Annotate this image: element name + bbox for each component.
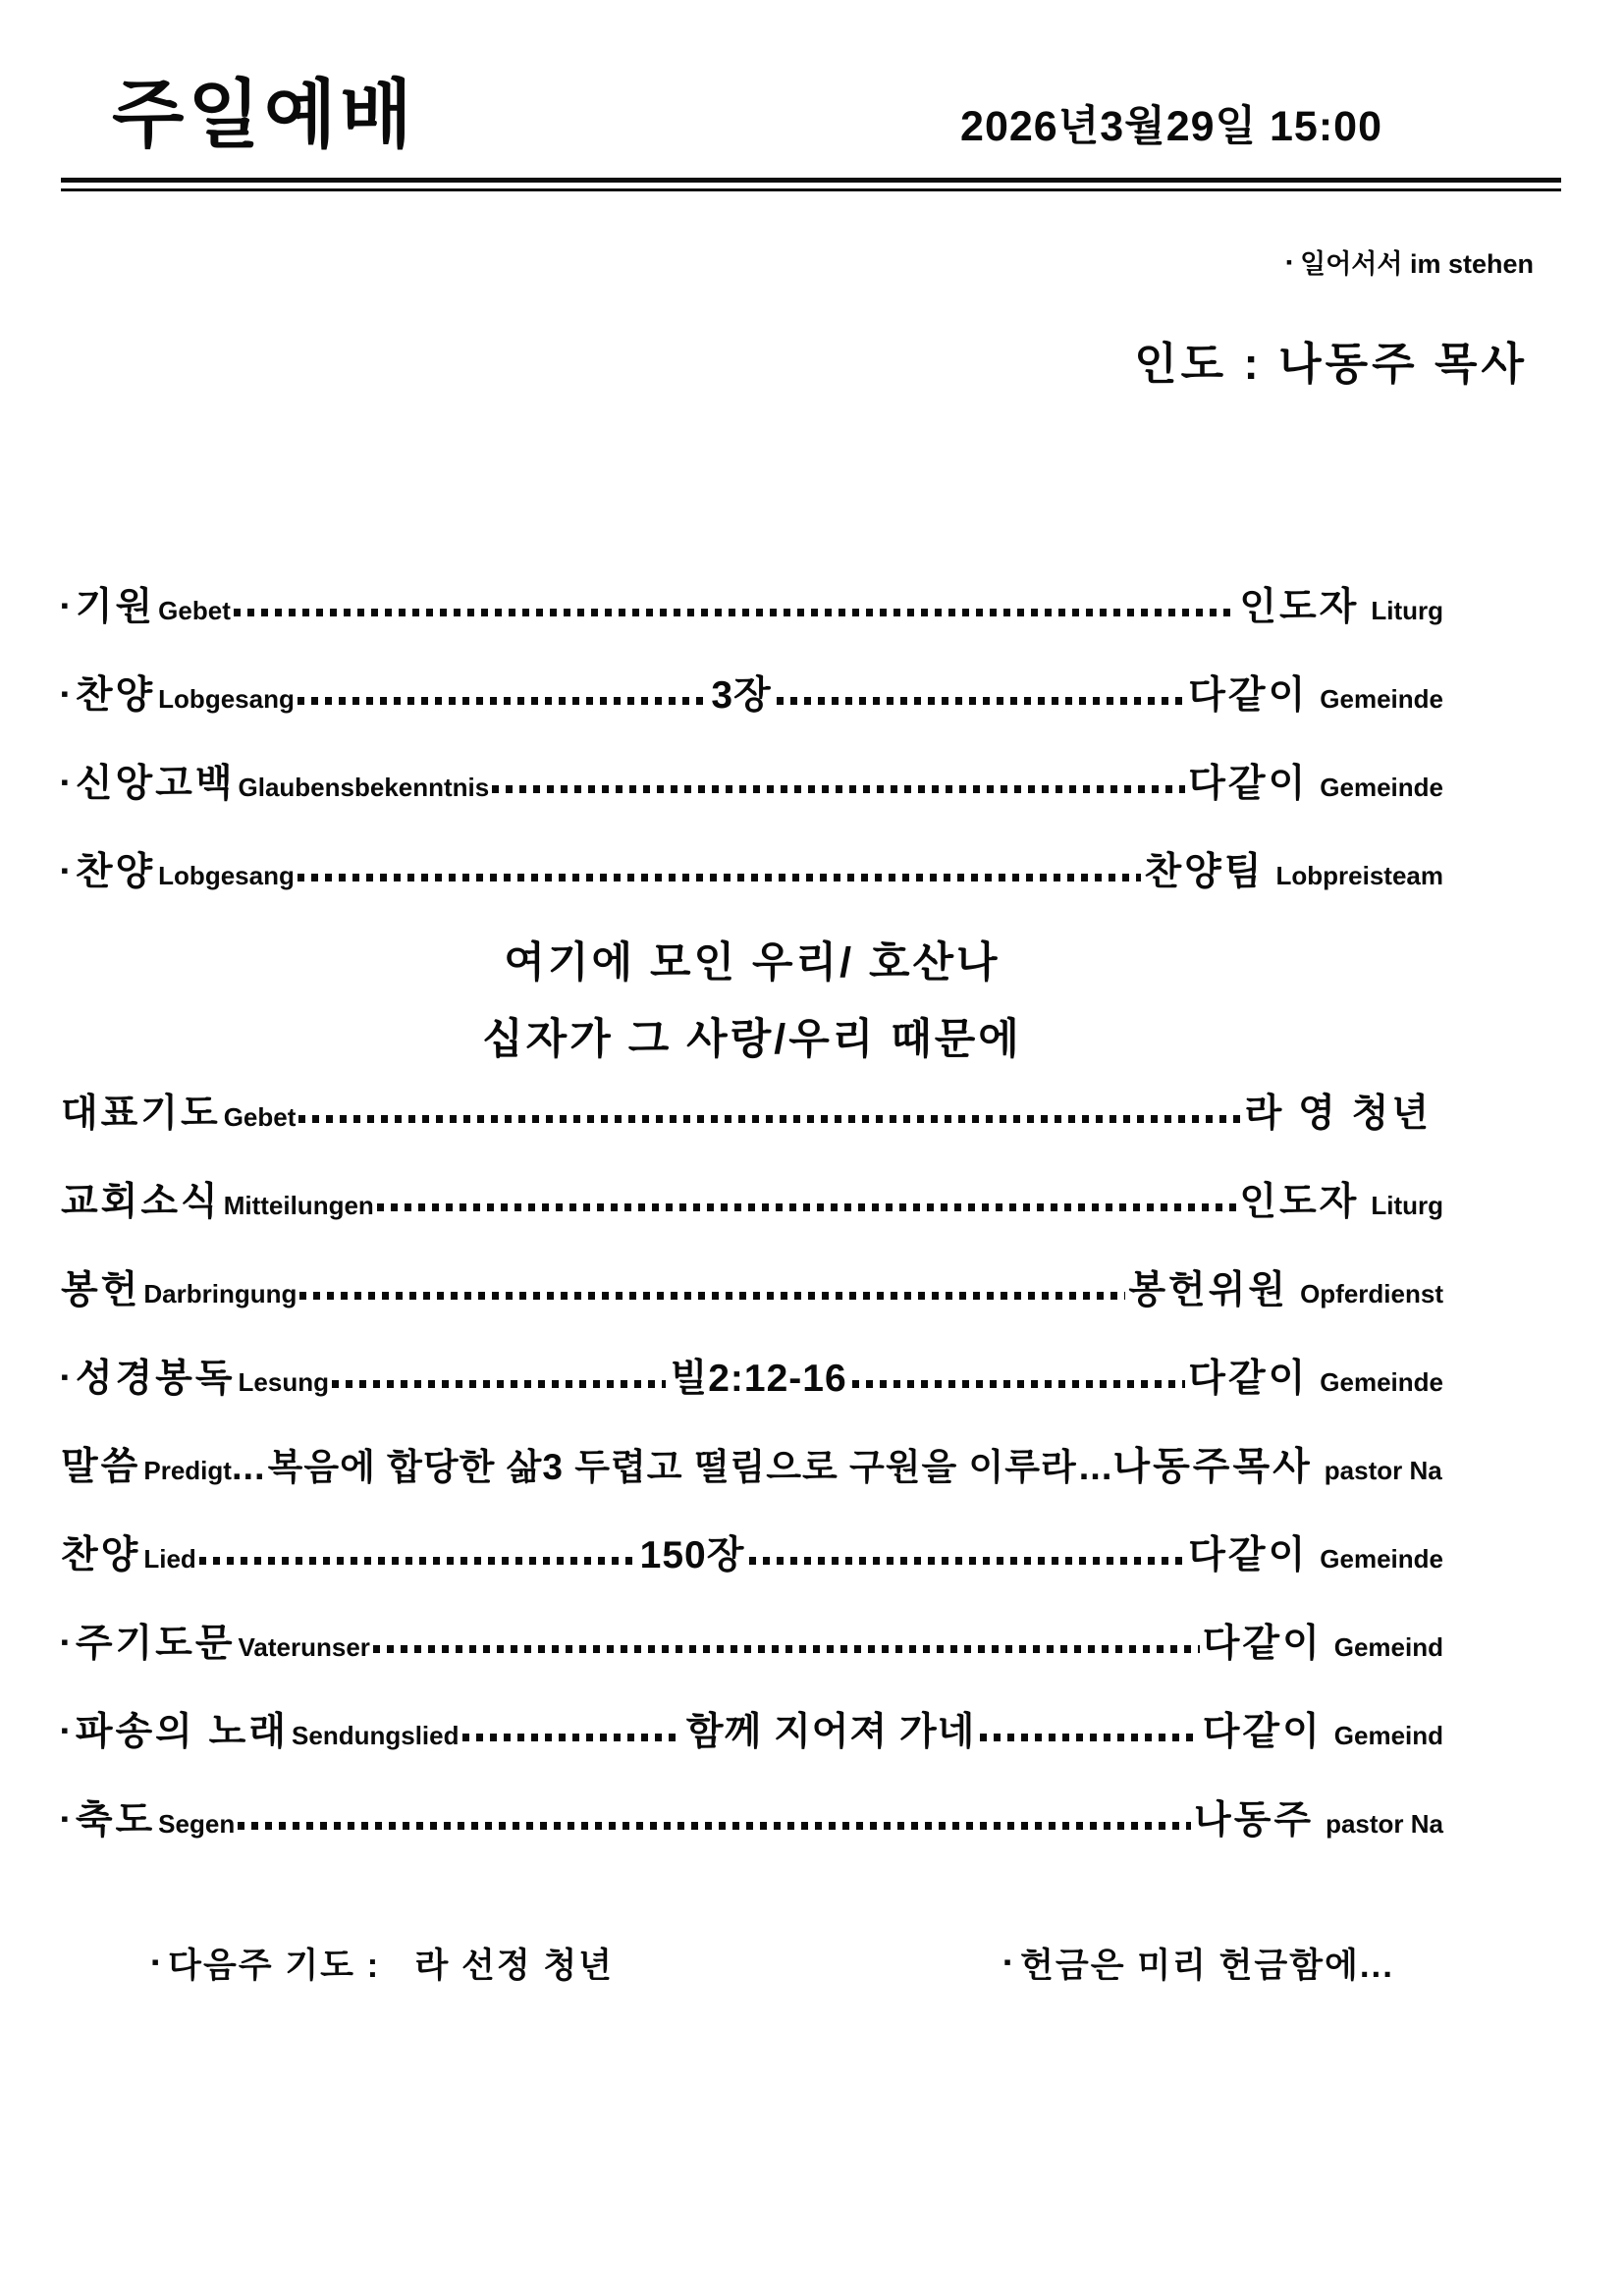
offering-note bbox=[935, 1899, 1394, 2027]
hymn-number: 3장 bbox=[711, 674, 772, 718]
row-hymn-150 bbox=[61, 1524, 1443, 1577]
ellipsis-separator: ... bbox=[231, 1447, 266, 1489]
dot-leader bbox=[199, 1557, 635, 1565]
row-announcements bbox=[61, 1171, 1443, 1224]
assignee-german: Gemeinde bbox=[1320, 684, 1443, 715]
item-german-label: Lied bbox=[143, 1544, 196, 1575]
assignee-korean: 다같이 bbox=[1188, 1534, 1309, 1577]
dot-leader bbox=[234, 609, 1236, 616]
item-german-label: Glaubensbekenntnis bbox=[238, 773, 490, 803]
row-representative-prayer bbox=[61, 1083, 1443, 1136]
item-korean-label: 축도 bbox=[75, 1799, 156, 1842]
item-german-label: Vaterunser bbox=[238, 1632, 370, 1663]
dot-leader bbox=[373, 1645, 1200, 1653]
assignee-german: Liturg bbox=[1371, 1191, 1443, 1221]
assignee-german: Gemeinde bbox=[1320, 773, 1443, 803]
item-german-label: Lesung bbox=[238, 1367, 329, 1398]
assignee-german: pastor Na bbox=[1324, 1456, 1442, 1486]
assignee-korean: 봉헌위원 bbox=[1128, 1269, 1289, 1312]
square-bullet-icon: ▪ bbox=[61, 1364, 69, 1390]
square-bullet-icon: ▪ bbox=[61, 770, 69, 795]
header-divider bbox=[61, 178, 1561, 191]
sermon-title: 복음에 합당한 삶3 두렵고 떨림으로 구원을 이루라 bbox=[267, 1447, 1077, 1488]
dot-leader bbox=[777, 697, 1186, 705]
row-invocation bbox=[61, 576, 1443, 629]
dot-leader bbox=[298, 1115, 1241, 1123]
next-week-prayer-note bbox=[82, 1899, 614, 2027]
item-german-label: Darbringung bbox=[143, 1279, 298, 1309]
item-korean-label: 찬양 bbox=[61, 1534, 141, 1577]
item-german-label: Sendungslied bbox=[292, 1721, 460, 1751]
dot-leader bbox=[462, 1734, 681, 1741]
assignee-german: Gemeind bbox=[1333, 1721, 1444, 1751]
row-creed bbox=[61, 753, 1443, 806]
service-datetime: 2026년3월29일 15:00 bbox=[960, 103, 1382, 150]
square-bullet-icon: ▪ bbox=[1285, 252, 1293, 273]
assignee-german: Gemeind bbox=[1333, 1632, 1443, 1663]
dot-leader bbox=[238, 1822, 1191, 1830]
dot-leader bbox=[749, 1557, 1185, 1565]
dot-leader bbox=[298, 874, 1142, 881]
dot-leader bbox=[852, 1380, 1186, 1388]
assignee-korean: 나동주목사 bbox=[1112, 1446, 1313, 1489]
scripture-reference: 빌2:12-16 bbox=[670, 1358, 847, 1401]
row-benediction bbox=[61, 1789, 1443, 1842]
page-title: 주일예배 bbox=[112, 74, 416, 157]
row-lords-prayer bbox=[61, 1613, 1443, 1666]
assignee-german: Gemeinde bbox=[1320, 1544, 1443, 1575]
praise-song-line-1: 여기에 모인 우리/ 호산나 bbox=[504, 939, 1001, 988]
square-bullet-icon: ▪ bbox=[151, 1949, 162, 1975]
ellipsis-separator: ... bbox=[1078, 1447, 1113, 1489]
dot-leader bbox=[980, 1734, 1199, 1741]
assignee-korean: 다같이 bbox=[1202, 1711, 1323, 1754]
item-korean-label: 찬양 bbox=[75, 674, 156, 718]
assignee-korean: 나동주 bbox=[1194, 1799, 1315, 1842]
item-korean-label: 기원 bbox=[75, 586, 156, 629]
dot-leader bbox=[332, 1380, 666, 1388]
item-german-label: Lobgesang bbox=[158, 684, 295, 715]
item-korean-label: 봉헌 bbox=[61, 1269, 141, 1312]
dot-leader bbox=[492, 785, 1185, 793]
assignee-german: Gemeinde bbox=[1320, 1367, 1444, 1398]
item-korean-label: 신앙고백 bbox=[75, 763, 236, 806]
assignee-korean: 다같이 bbox=[1188, 1358, 1309, 1401]
assignee-korean: 다같이 bbox=[1188, 674, 1309, 718]
standing-note-text: 일어서서 im stehen bbox=[1300, 249, 1534, 280]
assignee-korean: 다같이 bbox=[1188, 763, 1309, 806]
square-bullet-icon: ▪ bbox=[61, 1718, 69, 1743]
assignee-german: Liturg bbox=[1371, 596, 1443, 626]
assignee-korean: 인도자 bbox=[1239, 586, 1360, 629]
standing-note bbox=[61, 242, 1561, 281]
order-of-service bbox=[61, 576, 1561, 1842]
square-bullet-icon: ▪ bbox=[61, 1806, 69, 1832]
square-bullet-icon: ▪ bbox=[61, 858, 69, 883]
assignee-german: pastor Na bbox=[1326, 1809, 1443, 1840]
row-hymn-3 bbox=[61, 665, 1443, 718]
dot-leader bbox=[299, 1292, 1125, 1300]
offering-note-text: 헌금은 미리 헌금함에... bbox=[1020, 1947, 1394, 1986]
assignee-korean: 다같이 bbox=[1202, 1623, 1323, 1666]
item-korean-label: 주기도문 bbox=[75, 1623, 236, 1666]
item-german-label: Lobgesang bbox=[158, 861, 295, 891]
item-german-label: Segen bbox=[158, 1809, 236, 1840]
square-bullet-icon: ▪ bbox=[61, 681, 69, 707]
item-korean-label: 성경봉독 bbox=[75, 1358, 236, 1401]
assignee-korean: 찬양팀 bbox=[1144, 851, 1265, 894]
item-german-label: Gebet bbox=[158, 596, 231, 626]
row-praise-team bbox=[61, 841, 1443, 894]
dot-leader bbox=[298, 697, 707, 705]
row-offering bbox=[61, 1259, 1443, 1312]
item-korean-label: 교회소식 bbox=[61, 1181, 221, 1224]
assignee-german: Opferdienst bbox=[1300, 1279, 1443, 1309]
item-german-label: Mitteilungen bbox=[223, 1191, 374, 1221]
item-german-label: Gebet bbox=[223, 1102, 297, 1133]
assignee-german: Lobpreisteam bbox=[1275, 861, 1443, 891]
row-sending-song bbox=[61, 1701, 1444, 1754]
praise-song-line-2: 십자가 그 사랑/우리 때문에 bbox=[482, 1016, 1022, 1064]
item-korean-label: 찬양 bbox=[75, 851, 156, 894]
square-bullet-icon: ▪ bbox=[61, 593, 69, 618]
square-bullet-icon: ▪ bbox=[61, 1629, 69, 1655]
row-sermon bbox=[61, 1436, 1443, 1487]
dot-leader bbox=[377, 1203, 1237, 1211]
assignee-korean: 인도자 bbox=[1239, 1181, 1360, 1224]
item-korean-label: 말씀 bbox=[61, 1446, 141, 1489]
song-title: 함께 지어져 가네 bbox=[685, 1711, 976, 1754]
item-korean-label: 대표기도 bbox=[61, 1093, 221, 1136]
item-korean-label: 파송의 노래 bbox=[75, 1711, 290, 1754]
assignee-korean: 라 영 청년 bbox=[1244, 1093, 1432, 1136]
footer-notes bbox=[61, 1899, 1561, 2027]
next-week-prayer-text: 다음주 기도 : 라 선정 청년 bbox=[168, 1947, 614, 1986]
row-scripture-reading bbox=[61, 1348, 1444, 1401]
square-bullet-icon: ▪ bbox=[1003, 1949, 1014, 1975]
hymn-number: 150장 bbox=[639, 1534, 745, 1577]
service-leader-line: 인도 : 나동주 목사 bbox=[1134, 339, 1528, 390]
header bbox=[61, 71, 1561, 160]
item-german-label: Predigt bbox=[143, 1456, 232, 1486]
